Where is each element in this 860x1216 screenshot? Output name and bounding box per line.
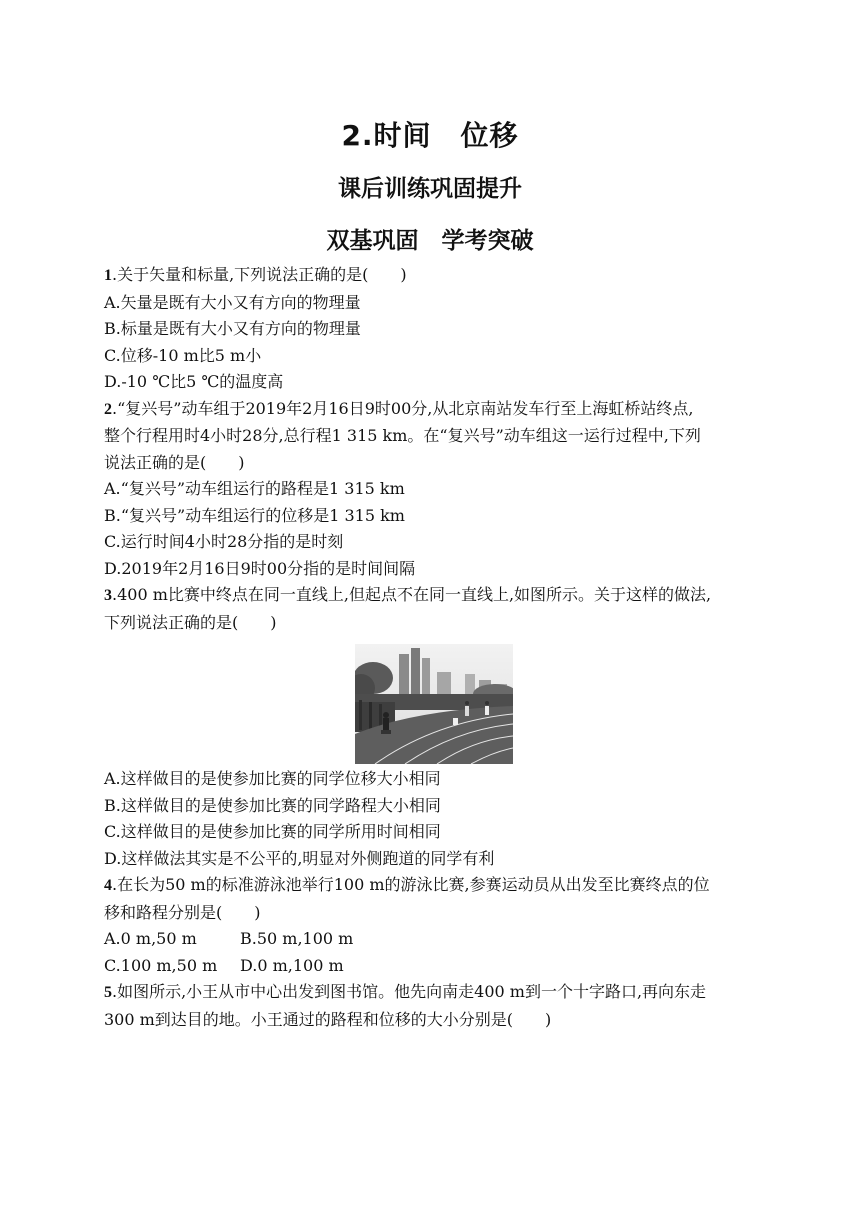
question-4 xyxy=(104,872,764,979)
question-5 xyxy=(104,979,764,1033)
option-row xyxy=(104,926,764,953)
question-stem-line: 1.关于矢量和标量,下列说法正确的是( ) xyxy=(104,265,407,284)
option-a: A.0 m,50 m xyxy=(104,929,197,948)
question-stem-line: 4.在长为50 m的标准游泳池举行100 m的游泳比赛,参赛运动员从出发至比赛终点的位 xyxy=(104,875,710,894)
option-c: C.100 m,50 m xyxy=(104,955,218,975)
question-number: 1 xyxy=(104,267,112,284)
option-c: C.运行时间4小时28分指的是时刻 xyxy=(104,532,344,551)
option-c: C.这样做目的是使参加比赛的同学所用时间相同 xyxy=(104,822,441,841)
question-number: 3 xyxy=(104,587,112,604)
question-stem-line: 下列说法正确的是( ) xyxy=(104,612,277,632)
option-b: B.这样做目的是使参加比赛的同学路程大小相同 xyxy=(104,795,441,815)
question-stem-line: 整个行程用时4小时28分,总行程1 315 km。在“复兴号”动车组这一运行过程中,下列 xyxy=(104,426,701,445)
question-1 xyxy=(104,262,764,396)
option-d: D.-10 ℃比5 ℃的温度高 xyxy=(104,372,284,391)
question-stem-line: 5.如图所示,小王从市中心出发到图书馆。他先向南走400 m到一个十字路口,再向东走 xyxy=(104,982,707,1001)
question-list xyxy=(104,262,764,1033)
option-a: A.这样做目的是使参加比赛的同学位移大小相同 xyxy=(104,769,441,788)
section-heading: 双基巩固 学考突破 xyxy=(326,228,534,254)
question-stem-line: 300 m到达目的地。小王通过的路程和位移的大小分别是( ) xyxy=(104,1009,552,1029)
option-c: C.位移-10 m比5 m小 xyxy=(104,345,262,365)
option-d: D.0 m,100 m xyxy=(240,955,344,975)
option-row xyxy=(104,953,764,980)
question-2 xyxy=(104,396,764,583)
question-stem-line: 2.“复兴号”动车组于2019年2月16日9时00分,从北京南站发车行至上海虹桥站终点, xyxy=(104,398,694,418)
option-d: D.2019年2月16日9时00分指的是时间间隔 xyxy=(104,558,416,578)
figure xyxy=(104,636,764,766)
option-b: B.标量是既有大小又有方向的物理量 xyxy=(104,319,361,338)
running-track-photo-icon xyxy=(355,644,513,764)
option-d: D.这样做法其实是不公平的,明显对外侧跑道的同学有利 xyxy=(104,848,495,868)
question-number: 2 xyxy=(104,400,112,418)
option-b: B.“复兴号”动车组运行的位移是1 315 km xyxy=(104,505,405,525)
question-stem-line: 移和路程分别是( ) xyxy=(104,902,261,922)
question-number: 4 xyxy=(104,877,112,894)
option-a: A.矢量是既有大小又有方向的物理量 xyxy=(104,292,361,312)
question-3 xyxy=(104,582,764,872)
question-stem-line: 说法正确的是( ) xyxy=(104,452,245,472)
option-b: B.50 m,100 m xyxy=(240,929,354,948)
page-title: 2.时间 位移 xyxy=(341,119,519,152)
option-a: A.“复兴号”动车组运行的路程是1 315 km xyxy=(104,479,405,498)
question-stem-line: 3.400 m比赛中终点在同一直线上,但起点不在同一直线上,如图所示。关于这样的做法, xyxy=(104,585,712,604)
page-subtitle: 课后训练巩固提升 xyxy=(338,176,522,202)
question-number: 5 xyxy=(104,984,112,1001)
